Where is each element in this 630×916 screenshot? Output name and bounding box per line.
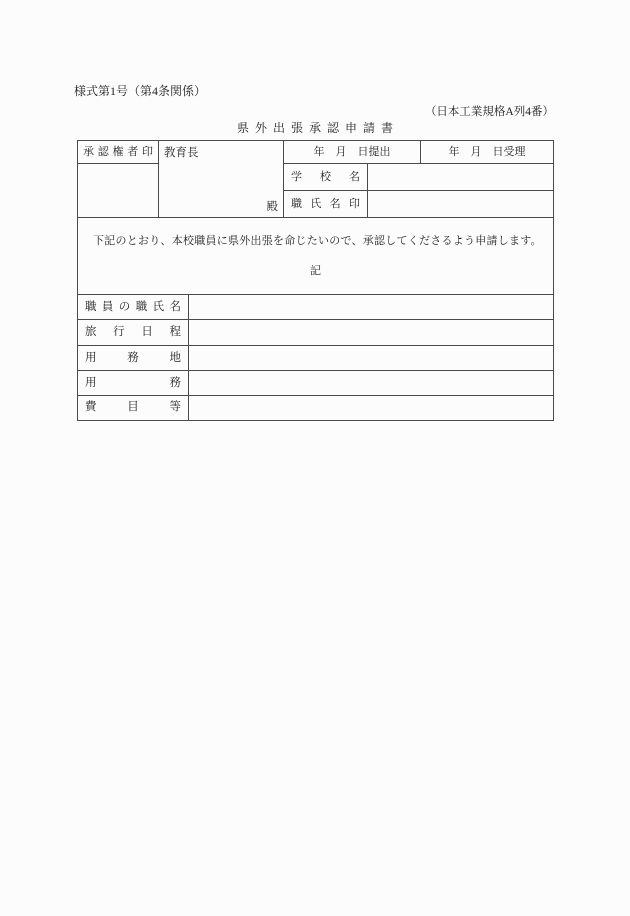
detail-row-label: 職員の職氏名 xyxy=(78,295,189,320)
detail-row-field xyxy=(189,346,553,371)
detail-row-field xyxy=(189,371,553,396)
approver-seal-field xyxy=(78,164,159,218)
detail-row-label: 旅行日程 xyxy=(78,320,189,346)
staff-name-seal-field xyxy=(368,191,553,218)
detail-row-label: 費目等 xyxy=(78,396,189,420)
request-statement-cell xyxy=(78,218,553,295)
staff-name-seal-label: 職氏名印 xyxy=(284,191,368,218)
detail-row-label: 用務地 xyxy=(78,346,189,371)
detail-row-field xyxy=(189,295,553,320)
form-number: 様式第1号（第4条関係） xyxy=(74,84,207,98)
detail-row-field xyxy=(189,320,553,346)
addressee-title: 教育長 xyxy=(164,147,199,159)
addressee-cell xyxy=(159,141,284,218)
school-name-field xyxy=(368,164,553,191)
paper-standard-note: （日本工業規格A列4番） xyxy=(424,106,554,118)
date-submitted-label: 年 月 日提出 xyxy=(284,141,421,164)
detail-row-label: 用務 xyxy=(78,371,189,396)
school-name-label: 学校名 xyxy=(284,164,368,191)
addressee-honorific: 殿 xyxy=(266,201,278,213)
document-title: 県外出張承認申請書 xyxy=(236,121,399,135)
approver-seal-label: 承認権者印 xyxy=(78,141,159,164)
date-received-label: 年 月 日受理 xyxy=(421,141,553,164)
list-marker: 記 xyxy=(310,265,321,277)
application-form-table xyxy=(77,140,554,421)
detail-row-field xyxy=(189,396,553,420)
request-statement: 下記のとおり、本校職員に県外出張を命じたいので、承認してくださるよう申請します。 xyxy=(93,235,542,247)
